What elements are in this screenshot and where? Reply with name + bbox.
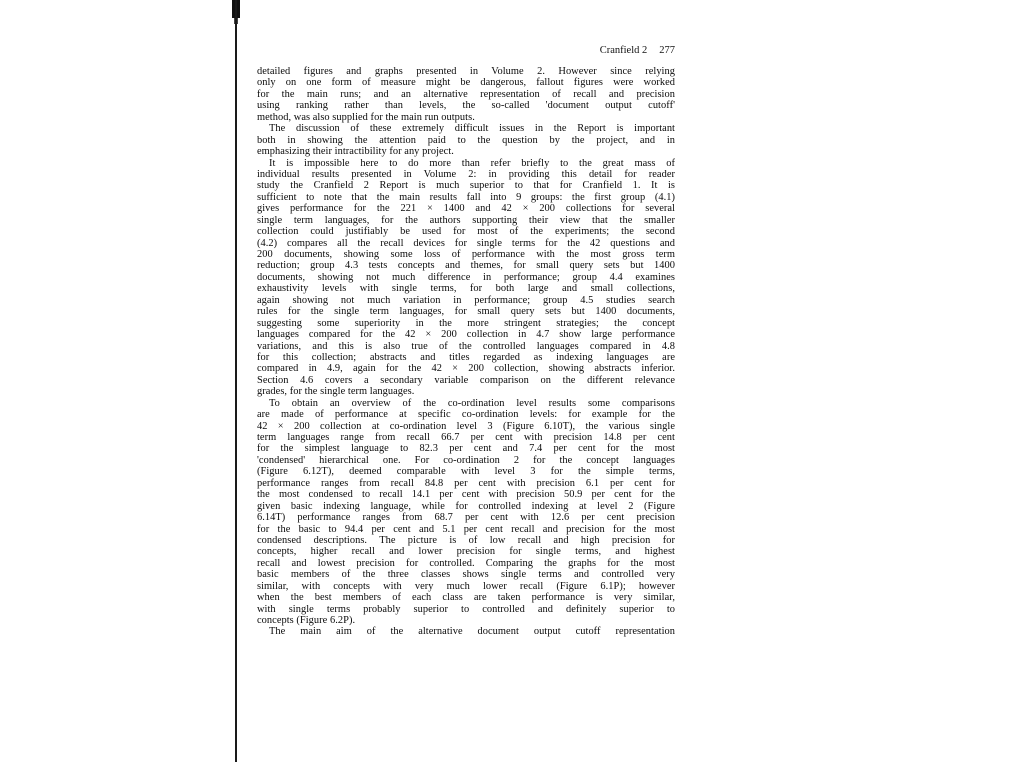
text-line: detailed figures and graphs presented in Volume 2. However since relying [257,66,675,77]
text-line: emphasizing their intractibility for any project. [257,146,454,158]
text-line: the most condensed to recall 14.1 per cent with precision 50.9 per cent for the [257,489,675,501]
text-line: both in showing the attention paid to the question by the project, and in [257,134,675,146]
text-line: The main aim of the alternative document output cutoff representation [269,626,675,638]
text-line: To obtain an overview of the co-ordination level results some comparisons [269,397,675,409]
text-line: (4.2) compares all the recall devices for single terms for the 42 questions and [257,237,675,249]
text-line: only on one form of measure might be dangerous, fallout figures were worked [257,77,675,89]
body-text [257,66,675,638]
text-line: basic members of the three classes shows single terms and controlled very [257,569,675,581]
text-line: method, was also supplied for the main run outputs. [257,111,475,123]
running-head [257,44,675,66]
text-line: The discussion of these extremely difficult issues in the Report is important [269,123,675,135]
text-line: sufficient to note that the main results fall into 9 groups: the first group (4.1) [257,191,675,203]
text-line: 200 documents, showing some loss of performance with the most gross term [257,249,675,260]
running-head-title: Cranfield 2 [599,45,648,56]
text-line: 42 × 200 collection at co-ordination level 3 (Figure 6.10T), the various single [257,420,675,432]
text-line: reduction; group 4.3 tests concepts and themes, for small query sets but 1400 [257,260,675,272]
text-line: again showing not much variation in performance; group 4.5 studies search [257,294,675,306]
text-line: for the basic to 94.4 per cent and 5.1 per cent recall and precision for the most [257,523,675,535]
text-line: compared in 4.9, again for the 42 × 200 collection, showing abstracts inferior. [257,363,675,375]
text-line: single term languages, for the authors supporting their view that the smaller [257,214,675,226]
page-binding-edge [235,0,237,762]
text-line: individual results presented in Volume 2: in providing this detail for reader [257,168,675,180]
text-line: variations, and this is also true of the controlled languages compared in 4.8 [257,340,675,352]
text-line: exhaustivity levels with single terms, for both large and small collections, [257,283,675,295]
text-line: languages compared for the 42 × 200 collection in 4.7 show large performance [257,329,675,341]
text-line: for the main runs; and an alternative representation of recall and precision [257,88,675,100]
text-line: documents, showing not much difference in performance; group 4.4 examines [257,271,675,283]
text-line: term languages range from recall 66.7 per cent with precision 14.8 per cent [257,432,675,443]
text-line: gives performance for the 221 × 1400 and 42 × 200 collections for several [257,203,675,215]
text-line: when the best members of each class are taken performance is very similar, [257,592,675,604]
text-line: for this collection; abstracts and titles regarded as indexing languages are [257,351,675,363]
text-line: grades, for the single term languages. [257,386,415,398]
book-page [257,44,675,638]
text-line: similar, with concepts with very much lower recall (Figure 6.1P); however [257,580,675,592]
text-line: performance ranges from recall 84.8 per cent with precision 6.1 per cent for [257,477,675,489]
text-line: Section 4.6 covers a secondary variable comparison on the different relevance [257,374,675,386]
text-line: rules for the single term languages, for small query sets but 1400 documents, [257,306,675,318]
text-line: using ranking rather than levels, the so-called 'document output cutoff' [257,100,675,112]
text-line: concepts, higher recall and lower precision for single terms, and highest [257,546,675,558]
text-line: suggesting some superiority in the more stringent strategies; the concept [257,317,675,329]
text-line: 6.14T) performance ranges from 68.7 per cent with 12.6 per cent precision [257,512,675,524]
page-number: 277 [659,45,675,56]
text-line: (Figure 6.12T), deemed comparable with level 3 for the simple terms, [257,466,675,478]
text-line: given basic indexing language, while for controlled indexing at level 2 (Figure [257,500,675,512]
text-line: recall and lowest precision for controlled. Comparing the graphs for the most [257,557,675,569]
text-line: with single terms probably superior to controlled and definitely superior to [257,603,675,615]
text-line: are made of performance at specific co-ordination levels: for example for the [257,409,675,421]
text-line: condensed descriptions. The picture is of low recall and high precision for [257,534,675,546]
text-line: study the Cranfield 2 Report is much superior to that for Cranfield 1. It is [257,180,675,192]
text-line: 'condensed' hierarchical one. For co-ordination 2 for the concept languages [257,454,675,466]
text-line: concepts (Figure 6.2P). [257,615,356,626]
text-line: for the simplest language to 82.3 per cent and 7.4 per cent for the most [257,443,675,455]
text-line: It is impossible here to do more than refer briefly to the great mass of [269,157,675,169]
text-line: collection could justifiably be used for most of the experiments; the second [257,226,675,238]
